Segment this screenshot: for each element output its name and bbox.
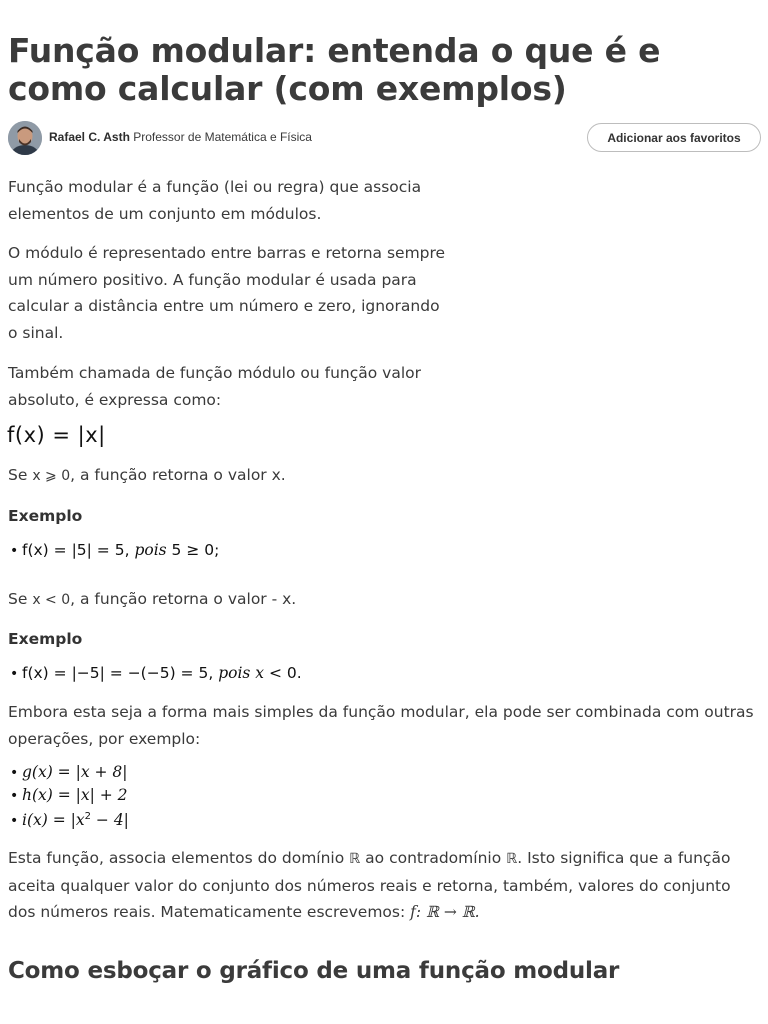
paragraph-also-called: Também chamada de função módulo ou função valor absoluto, é expressa como: — [8, 364, 422, 409]
add-to-favorites-button[interactable]: Adicionar aos favoritos — [587, 123, 761, 152]
combo-i-expr-a: i(x) = |x — [22, 811, 85, 829]
paragraph-case-negative — [8, 586, 760, 614]
mapping-expr: f: ℝ → ℝ. — [410, 903, 480, 921]
combo-h-expr: h(x) = |x| + 2 — [22, 786, 128, 804]
author-avatar[interactable] — [8, 121, 42, 155]
main-formula: f(x) = |x| — [7, 423, 106, 447]
combo-h — [10, 786, 128, 804]
article-page — [8, 0, 768, 1024]
case2-prefix: Se — [8, 590, 33, 608]
example2-pois: pois x — [218, 664, 265, 682]
bullet-icon: • — [10, 813, 19, 829]
combo-g — [10, 763, 128, 781]
example-label-1: Exemplo — [8, 507, 83, 525]
author-info — [49, 130, 312, 144]
author-bar — [8, 121, 760, 157]
combo-i-expr-b: − 4| — [90, 811, 129, 829]
avatar-photo-icon — [8, 121, 42, 155]
bullet-icon: • — [10, 765, 19, 781]
bullet-icon: • — [10, 788, 19, 804]
case2-math: x < 0 — [32, 592, 71, 608]
case1-prefix: Se — [8, 466, 33, 484]
combo-g-expr: g(x) = |x + 8| — [22, 763, 128, 781]
example1-expr: f(x) = |5| = 5, — [22, 541, 135, 559]
p5-c: . Isto significa que a função aceita qualquer valor do conjunto dos números reais e retorna, também, valores do conjunto dos números reais. Matematicamente escrevemos: — [8, 849, 731, 921]
combo-i-exponent: 2 — [84, 811, 91, 822]
article-title: Função modular: entenda o que é e como calcular (com exemplos) — [8, 31, 661, 108]
example-2 — [10, 664, 302, 682]
bullet-icon: • — [10, 543, 19, 559]
example-label-2: Exemplo — [8, 630, 83, 648]
combo-i — [10, 811, 129, 829]
paragraph-module: O módulo é representado entre barras e retorna sempre um número positivo. A função modular é usada para calcular a distância entre um número e zero, ignorando o sinal. — [8, 244, 446, 342]
author-name[interactable]: Rafael C. Asth — [49, 130, 130, 144]
bullet-icon: • — [10, 666, 19, 682]
example1-end: 5 ≥ 0; — [166, 541, 220, 559]
case1-math: x ⩾ 0 — [32, 468, 71, 484]
domain-symbol: ℝ — [349, 851, 361, 867]
paragraph-case-positive — [8, 462, 760, 490]
codomain-symbol: ℝ — [506, 851, 518, 867]
paragraph-intro: Função modular é a função (lei ou regra) que associa elementos de um conjunto em módulos. — [8, 178, 422, 223]
paragraph-combinations: Embora esta seja a forma mais simples da função modular, ela pode ser combinada com outras operações, por exemplo: — [8, 703, 754, 748]
section-heading-graph: Como esboçar o gráfico de uma função modular — [8, 958, 620, 984]
p5-a: Esta função, associa elementos do domínio — [8, 849, 350, 867]
author-role: Professor de Matemática e Física — [133, 130, 312, 144]
example2-end: < 0. — [264, 664, 302, 682]
example-1 — [10, 541, 219, 559]
example2-expr: f(x) = |−5| = −(−5) = 5, — [22, 664, 219, 682]
p5-b: ao contradomínio — [360, 849, 507, 867]
case2-suffix: , a função retorna o valor - x. — [70, 590, 297, 608]
example1-pois: pois — [134, 541, 167, 559]
paragraph-domain — [8, 845, 760, 926]
case1-suffix: , a função retorna o valor x. — [70, 466, 286, 484]
